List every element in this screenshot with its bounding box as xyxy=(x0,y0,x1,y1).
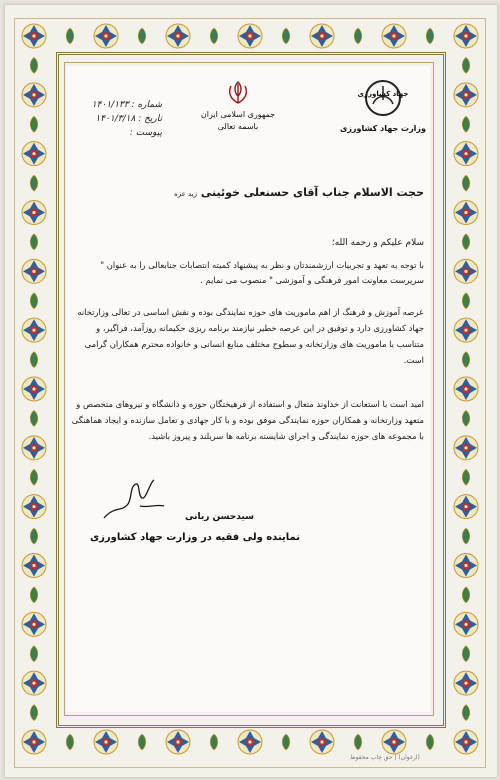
letter-reference xyxy=(62,100,162,142)
border-rosette-icon xyxy=(454,83,478,107)
border-rosette-icon xyxy=(22,436,46,460)
border-rosette-icon xyxy=(22,377,46,401)
border-leaf-icon xyxy=(30,646,38,662)
letter-attachment: پیوست : xyxy=(129,128,162,138)
border-leaf-icon xyxy=(30,469,38,485)
border-leaf-icon xyxy=(462,175,470,191)
ministry-logo-text: جهاد کشاورزی xyxy=(357,90,409,98)
footer-note: (ارغوان) | حق چاپ محفوظ xyxy=(350,754,420,761)
border-rosette-icon xyxy=(310,24,334,48)
border-leaf-icon xyxy=(462,234,470,250)
border-leaf-icon xyxy=(210,734,218,750)
border-rosette-icon xyxy=(454,24,478,48)
border-rosette-icon xyxy=(94,730,118,754)
border-rosette-icon xyxy=(238,730,262,754)
border-leaf-icon xyxy=(210,28,218,44)
border-rosette-icon xyxy=(22,612,46,636)
border-rosette-icon xyxy=(22,83,46,107)
border-rosette-icon xyxy=(454,142,478,166)
border-rosette-icon xyxy=(454,377,478,401)
border-rosette-icon xyxy=(454,201,478,225)
border-rosette-icon xyxy=(166,24,190,48)
border-leaf-icon xyxy=(462,410,470,426)
border-leaf-icon xyxy=(138,28,146,44)
border-rosette-icon xyxy=(382,24,406,48)
border-rosette-icon xyxy=(454,671,478,695)
border-rosette-icon xyxy=(94,24,118,48)
border-rosette-icon xyxy=(310,730,334,754)
border-rosette-icon xyxy=(22,318,46,342)
border-leaf-icon xyxy=(426,734,434,750)
border-rosette-icon xyxy=(22,259,46,283)
border-rosette-icon xyxy=(22,730,46,754)
border-leaf-icon xyxy=(30,410,38,426)
border-rosette-icon xyxy=(454,436,478,460)
ministry-name: وزارت جهاد کشاورزی xyxy=(339,124,426,133)
recipient-line xyxy=(68,186,424,199)
paragraph-mission: عرصه آموزش و فرهنگ از اهم ماموریت های حوزه نمایندگی بوده و نقش اساسی در تعالی وزارتخانه جهاد کشاورزی دارد و توفیق در این عرصه خطیر نیازمند برنامه ریزی حکیمانه روزآمد، فراگیر، و متناسب با ماموریت های وزارتخانه و سطوح مختلف منابع انسانی و خانواده محترم همکاران گرامی است. xyxy=(77,307,424,365)
border-leaf-icon xyxy=(30,57,38,73)
border-leaf-icon xyxy=(30,352,38,368)
paragraph-appointment: با توجه به تعهد و تجربیات ارزشمندتان و نظر به پیشنهاد کمیته انتصابات جنابعالی را به عنوان " سرپرست معاونت امور فرهنگی و آموزشی " منصوب می نمایم . xyxy=(100,260,424,285)
border-rosette-icon xyxy=(454,554,478,578)
invocation: باسمه تعالی xyxy=(217,122,259,131)
border-rosette-icon xyxy=(22,495,46,519)
iran-emblem-icon xyxy=(225,80,251,106)
letter-date: تاریخ : ۱۴۰۱/۳/۱۸ xyxy=(95,114,162,124)
border-rosette-icon xyxy=(22,201,46,225)
republic-name: جمهوری اسلامی ایران xyxy=(200,110,276,119)
border-leaf-icon xyxy=(462,528,470,544)
recipient-suffix: زید عزه xyxy=(174,190,198,198)
border-leaf-icon xyxy=(30,175,38,191)
border-rosette-icon xyxy=(22,24,46,48)
border-leaf-icon xyxy=(354,28,362,44)
paragraph-wishes: امید است با استعانت از خداوند متعال و استفاده از فرهیختگان حوزه و دانشگاه و نیروهای متخصص و متعهد وزارتخانه و همکاران حوزه نمایندگی موفق بوده و با کار جهادی و تعامل سازنده و ایجاد هماهنگی با مجموعه های حوزه نمایندگی و اجرای شایسته برنامه ها سربلند و پیروز باشید. xyxy=(71,399,424,441)
letter-number: شماره : ۱۴۰۱/۱۳۳ xyxy=(91,100,162,110)
border-rosette-icon xyxy=(22,671,46,695)
border-leaf-icon xyxy=(462,57,470,73)
border-leaf-icon xyxy=(66,28,74,44)
border-rosette-icon xyxy=(454,318,478,342)
signatory-name: سیدحسن ربانی xyxy=(184,512,254,522)
border-leaf-icon xyxy=(282,28,290,44)
border-leaf-icon xyxy=(66,734,74,750)
republic-header xyxy=(198,80,278,131)
border-leaf-icon xyxy=(30,116,38,132)
signatory-title: نماینده ولی فقیه در وزارت جهاد کشاورزی xyxy=(89,532,300,543)
border-leaf-icon xyxy=(462,469,470,485)
border-leaf-icon xyxy=(462,587,470,603)
border-leaf-icon xyxy=(30,528,38,544)
recipient-name: حجت الاسلام جناب آقای حسنعلی خوئینی xyxy=(200,186,424,199)
border-rosette-icon xyxy=(22,554,46,578)
border-leaf-icon xyxy=(462,705,470,721)
letter-area xyxy=(66,66,430,712)
border-leaf-icon xyxy=(138,734,146,750)
border-leaf-icon xyxy=(462,116,470,132)
handwritten-signature xyxy=(100,476,170,526)
salutation: سلام علیکم و رحمه الله؛ xyxy=(331,238,424,248)
border-rosette-icon xyxy=(238,24,262,48)
border-leaf-icon xyxy=(462,352,470,368)
border-leaf-icon xyxy=(282,734,290,750)
border-rosette-icon xyxy=(382,730,406,754)
border-leaf-icon xyxy=(30,234,38,250)
border-leaf-icon xyxy=(354,734,362,750)
border-rosette-icon xyxy=(454,259,478,283)
border-leaf-icon xyxy=(462,646,470,662)
border-rosette-icon xyxy=(454,495,478,519)
border-rosette-icon xyxy=(454,612,478,636)
ministry-header xyxy=(340,78,426,133)
border-rosette-icon xyxy=(22,142,46,166)
border-leaf-icon xyxy=(462,293,470,309)
border-leaf-icon xyxy=(30,293,38,309)
border-rosette-icon xyxy=(166,730,190,754)
border-leaf-icon xyxy=(426,28,434,44)
border-leaf-icon xyxy=(30,705,38,721)
border-rosette-icon xyxy=(454,730,478,754)
ministry-logo-icon xyxy=(363,78,403,118)
border-leaf-icon xyxy=(30,587,38,603)
